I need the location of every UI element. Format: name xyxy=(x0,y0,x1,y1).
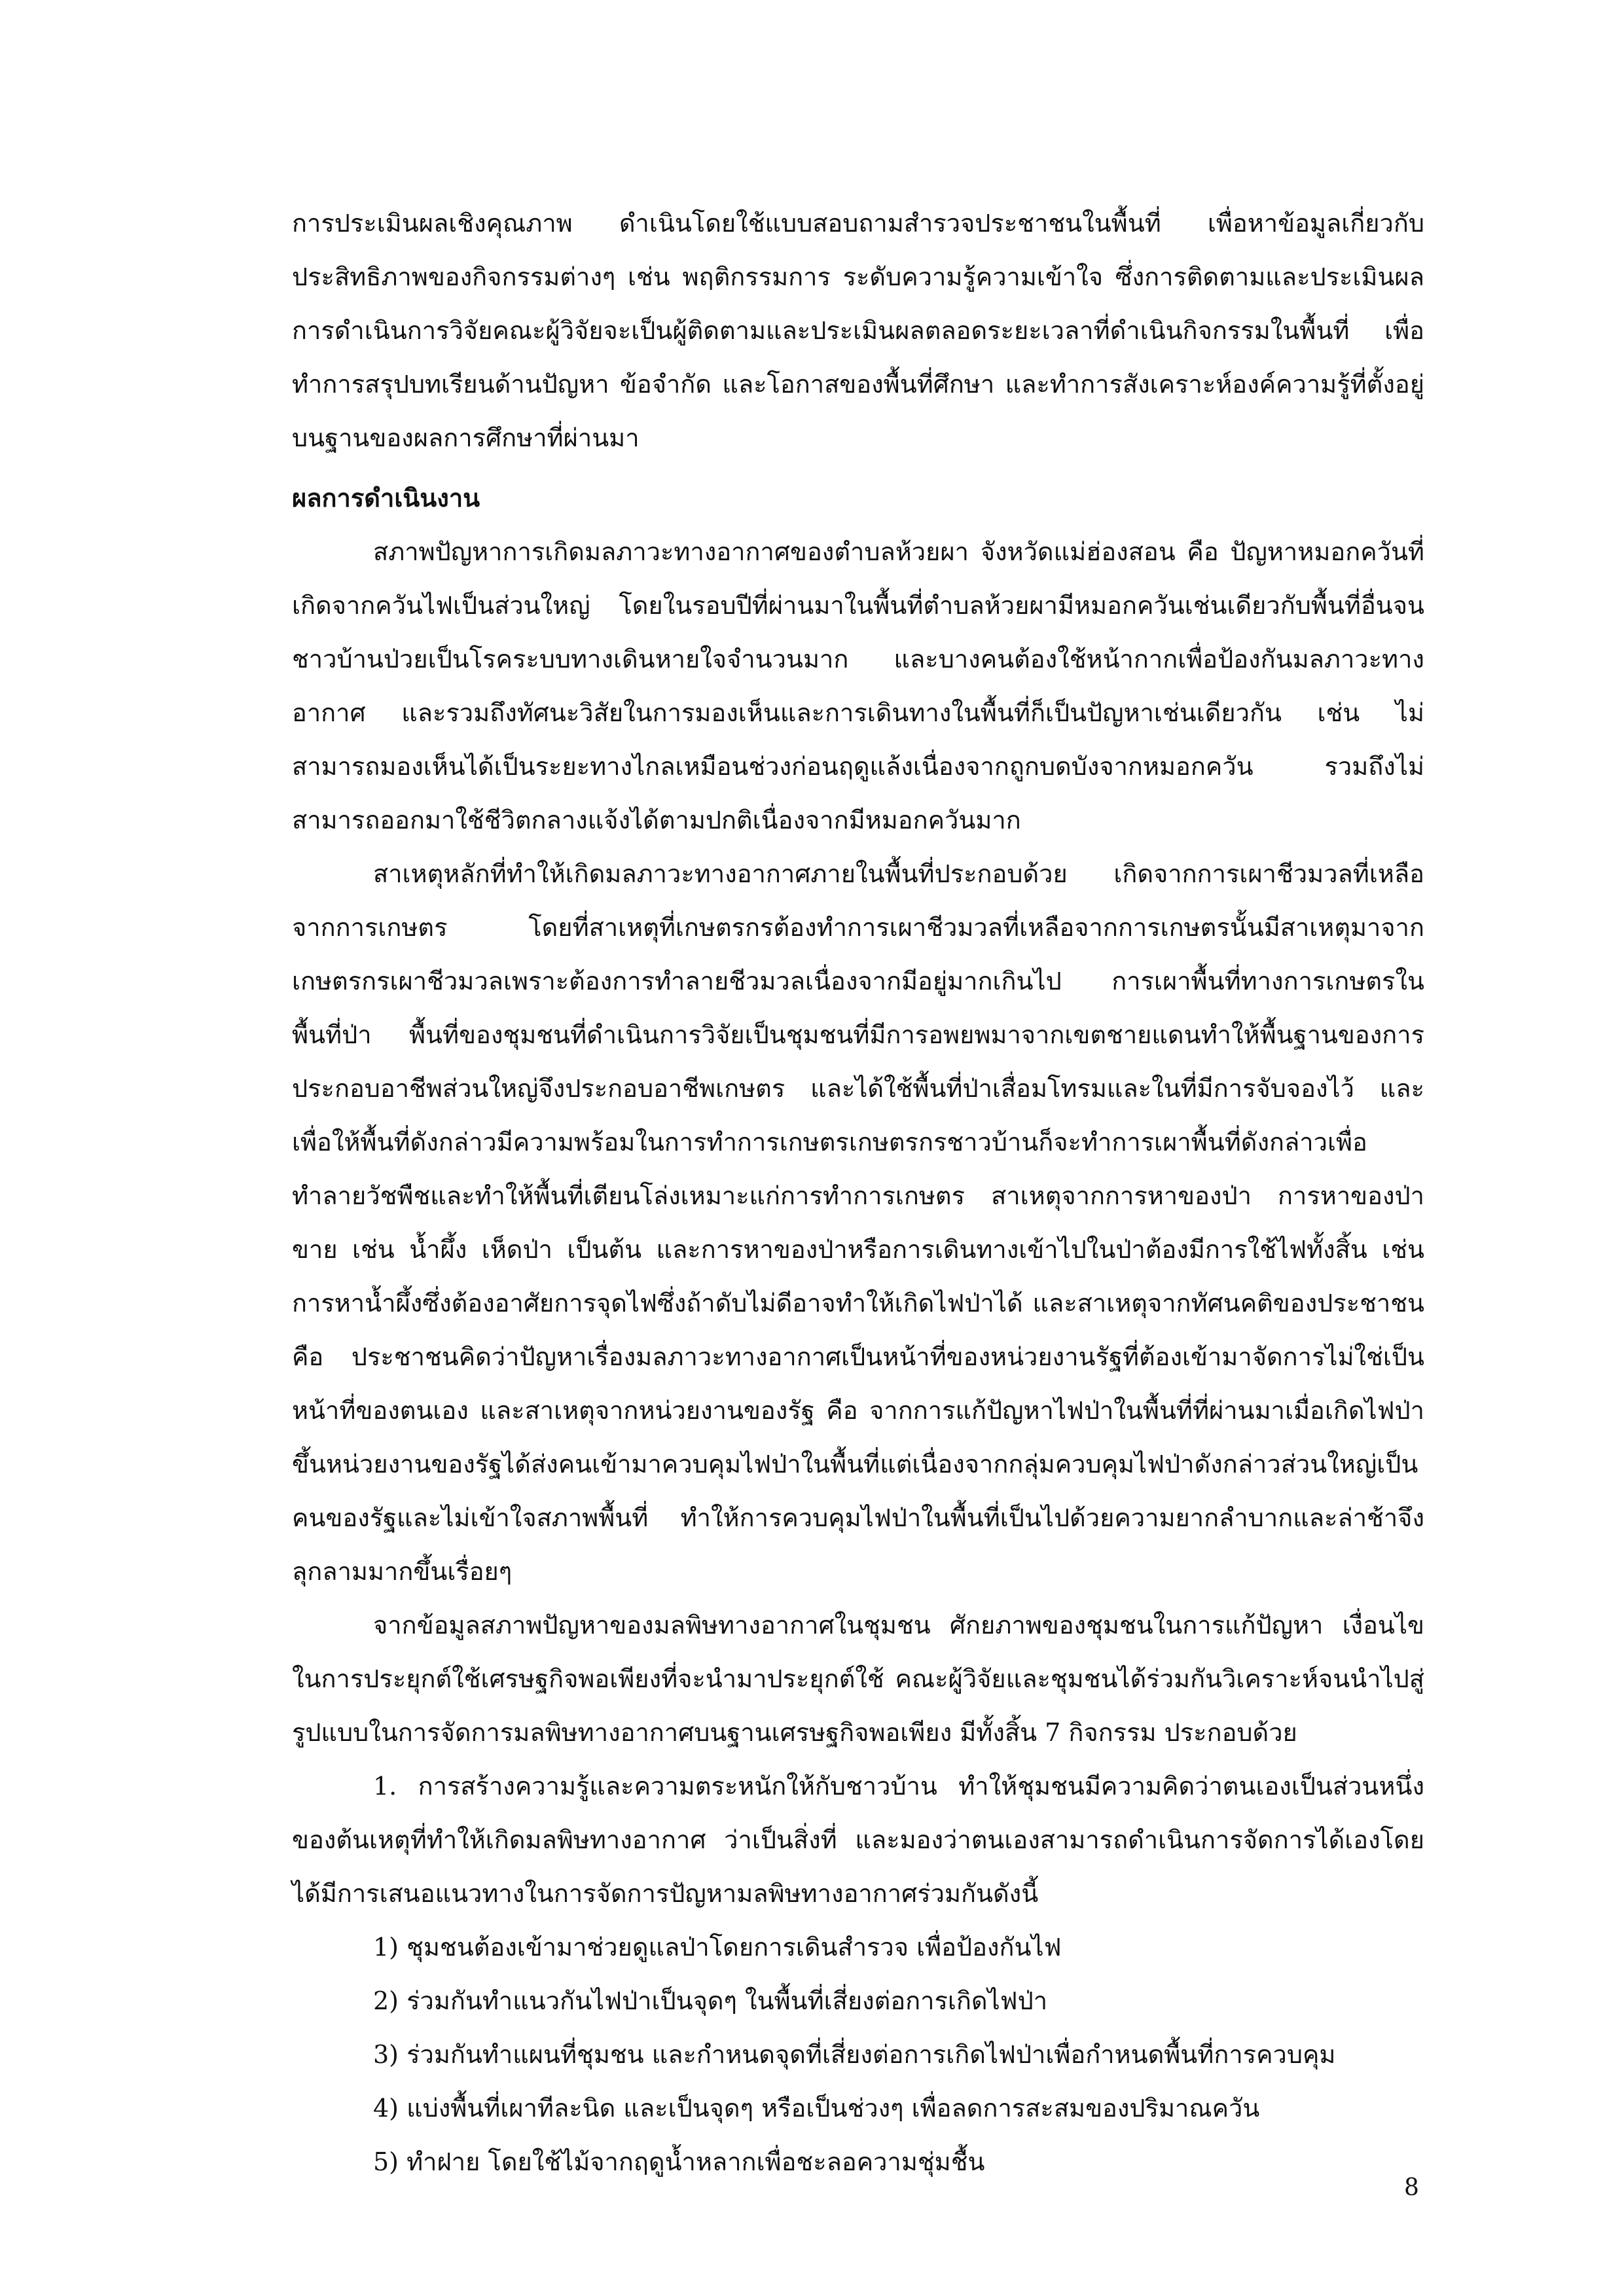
list-item: 3) ร่วมกันทำแผนที่ชุมชน และกำหนดจุดที่เสี่ยงต่อการเกิดไฟป่าเพื่อกำหนดพื้นที่การควบคุม xyxy=(373,2040,1336,2069)
paragraph-activities-intro: จากข้อมูลสภาพปัญหาของมลพิษทางอากาศในชุมชน ศักยภาพของชุมชนในการแก้ปัญหา เงื่อนไขในการประยุกต์ใช้เศรษฐกิจพอเพียงที่จะนำมาประยุกต์ใช้ คณะผู้วิจัยและชุมชนได้ร่วมกันวิเคราะห์จนนำไปสู่รูปแบบในการจัดการมลพิษทางอากาศบนฐานเศรษฐกิจพอเพียง มีทั้งสิ้น 7 กิจกรรม ประกอบด้วย xyxy=(292,1611,1424,1747)
paragraph-main-causes: สาเหตุหลักที่ทำให้เกิดมลภาวะทางอากาศภายในพื้นที่ประกอบด้วย เกิดจากการเผาชีวมวลที่เหลือจากการเกษตร โดยที่สาเหตุที่เกษตรกรต้องทำการเผาชีวมวลที่เหลือจากการเกษตรนั้นมีสาเหตุมาจาก เกษตรกรเผาชีวมวลเพราะต้องการทำลายชีวมวลเนื่องจากมีอยู่มากเกินไป การเผาพื้นที่ทางการเกษตรในพื้นที่ป่า พื้นที่ของชุมชนที่ดำเนินการวิจัยเป็นชุมชนที่มีการอพยพมาจากเขตชายแดนทำให้พื้นฐานของการประกอบอาชีพส่วนใหญ่จึงประกอบอาชีพเกษตร และได้ใช้พื้นที่ป่าเสื่อมโทรมและในที่มีการจับจองไว้ และเพื่อให้พื้นที่ดังกล่าวมีความพร้อมในการทำการเกษตรเกษตรกรชาวบ้านก็จะทำการเผาพื้นที่ดังกล่าวเพื่อทำลายวัชพืชและทำให้พื้นที่เตียนโล่งเหมาะแก่การทำการเกษตร สาเหตุจากการหาของป่า การหาของป่าขาย เช่น น้ำผึ้ง เห็ดป่า เป็นต้น และการหาของป่าหรือการเดินทางเข้าไปในป่าต้องมีการใช้ไฟทั้งสิ้น เช่น การหาน้ำผึ้งซึ่งต้องอาศัยการจุดไฟซึ่งถ้าดับไม่ดีอาจทำให้เกิดไฟป่าได้ และสาเหตุจากทัศนคติของประชาชน คือ ประชาชนคิดว่าปัญหาเรื่องมลภาวะทางอากาศเป็นหน้าที่ของหน่วยงานรัฐที่ต้องเข้ามาจัดการไม่ใช่เป็นหน้าที่ของตนเอง และสาเหตุจากหน่วยงานของรัฐ คือ จากการแก้ปัญหาไฟป่าในพื้นที่ที่ผ่านมาเมื่อเกิดไฟป่าขึ้นหน่วยงานของรัฐได้ส่งคนเข้ามาควบคุมไฟป่าในพื้นที่แต่เนื่องจากกลุ่มควบคุมไฟป่าดังกล่าวส่วนใหญ่เป็นคนของรัฐและไม่เข้าใจสภาพพื้นที่ ทำให้การควบคุมไฟป่าในพื้นที่เป็นไปด้วยความยากลำบากและล่าช้าจึงลุกลามมากขึ้นเรื่อยๆ xyxy=(292,859,1424,1586)
list-item: 4) แบ่งพื้นที่เผาทีละนิด และเป็นจุดๆ หรือเป็นช่วงๆ เพื่อลดการสะสมของปริมาณควัน xyxy=(373,2094,1260,2123)
paragraph-activity-1: 1. การสร้างความรู้และความตระหนักให้กับชาวบ้าน ทำให้ชุมชนมีความคิดว่าตนเองเป็นส่วนหนึ่งของต้นเหตุที่ทำให้เกิดมลพิษทางอากาศ ว่าเป็นสิ่งที่ และมองว่าตนเองสามารถดำเนินการจัดการได้เองโดยได้มีการเสนอแนวทางในการจัดการปัญหามลพิษทางอากาศร่วมกันดังนี้ xyxy=(292,1772,1424,1908)
intro-paragraph: การประเมินผลเชิงคุณภาพ ดำเนินโดยใช้แบบสอบถามสำรวจประชาชนในพื้นที่ เพื่อหาข้อมูลเกี่ยวกับประสิทธิภาพของกิจกรรมต่างๆ เช่น พฤติกรรมการ ระดับความรู้ความเข้าใจ ซึ่งการติดตามและประเมินผลการดำเนินการวิจัยคณะผู้วิจัยจะเป็นผู้ติดตามและประเมินผลตลอดระยะเวลาที่ดำเนินกิจกรรมในพื้นที่ เพื่อทำการสรุปบทเรียนด้านปัญหา ข้อจำกัด และโอกาสของพื้นที่ศึกษา และทำการสังเคราะห์องค์ความรู้ที่ตั้งอยู่บนฐานของผลการศึกษาที่ผ่านมา xyxy=(292,209,1424,452)
section-heading: ผลการดำเนินงาน xyxy=(292,483,480,512)
list-item: 5) ทำฝาย โดยใช้ไม้จากฤดูน้ำหลากเพื่อชะลอความชุ่มชื้น xyxy=(373,2147,985,2176)
paragraph-problem-conditions: สภาพปัญหาการเกิดมลภาวะทางอากาศของตำบลห้วยผา จังหวัดแม่ฮ่องสอน คือ ปัญหาหมอกควันที่เกิดจากควันไฟเป็นส่วนใหญ่ โดยในรอบปีที่ผ่านมาในพื้นที่ตำบลห้วยผามีหมอกควันเช่นเดียวกับพื้นที่อื่นจนชาวบ้านป่วยเป็นโรคระบบทางเดินหายใจจำนวนมาก และบางคนต้องใช้หน้ากากเพื่อป้องกันมลภาวะทางอากาศ และรวมถึงทัศนะวิสัยในการมองเห็นและการเดินทางในพื้นที่ก็เป็นปัญหาเช่นเดียวกัน เช่น ไม่สามารถมองเห็นได้เป็นระยะทางไกลเหมือนช่วงก่อนฤดูแล้งเนื่องจากถูกบดบังจากหมอกควัน รวมถึงไม่สามารถออกมาใช้ชีวิตกลางแจ้งได้ตามปกติเนื่องจากมีหมอกควันมาก xyxy=(292,537,1425,834)
page-number: 8 xyxy=(1404,2174,1419,2201)
list-item: 1) ชุมชนต้องเข้ามาช่วยดูแลป่าโดยการเดินสำรวจ เพื่อป้องกันไฟ xyxy=(373,1933,1062,1962)
body-text xyxy=(292,196,1424,2189)
list-item: 2) ร่วมกันทำแนวกันไฟป่าเป็นจุดๆ ในพื้นที่เสี่ยงต่อการเกิดไฟป่า xyxy=(373,1986,1048,2015)
